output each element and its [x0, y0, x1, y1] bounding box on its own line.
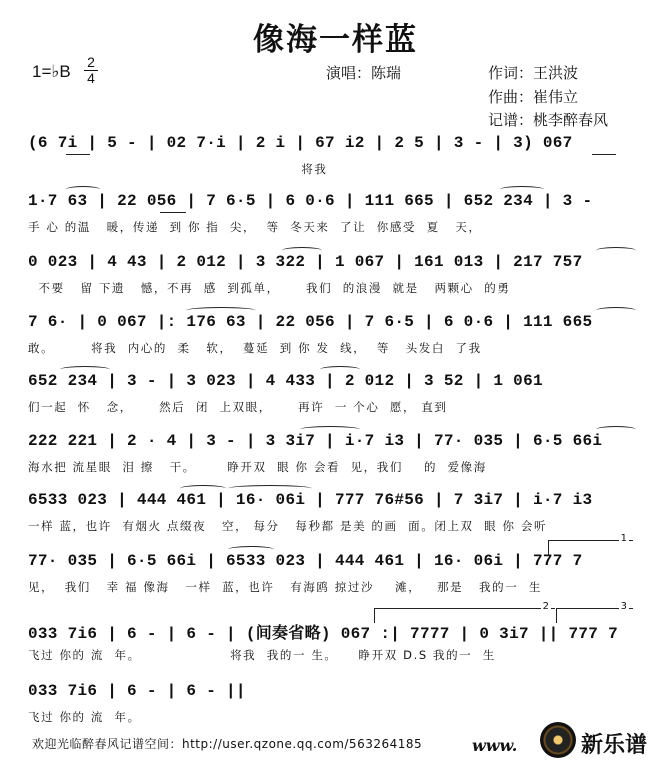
lyrics-line: 敢。 将我 内心的 柔 软， 蔓延 到 你 发 线， 等 头发白 了我 [28, 341, 482, 355]
beam-mark [160, 212, 186, 213]
slur-mark [300, 426, 360, 433]
lyrics-line: 手 心 的温 暖，传递 到 你 指 尖， 等 冬天来 了让 你感受 夏 天， [28, 220, 482, 234]
logo-www-text: www. [472, 736, 518, 755]
notation-line: (6 7i | 5 - | 02 7·i | 2 i | 67 i2 | 2 5 | 3 - | 3) 067 [28, 134, 573, 152]
time-signature [84, 56, 98, 85]
volta-bracket-3 [556, 601, 633, 623]
slur-mark [596, 247, 636, 254]
lyricist-credit: 作词：王洪波 [488, 64, 579, 82]
transcriber-credit: 记谱：桃李醉春风 [488, 111, 609, 129]
notation-line: 6533 023 | 444 461 | 16· 06i | 777 76#56 | 7 3i7 | i·7 i3 [28, 491, 593, 509]
song-title: 像海一样蓝 [253, 22, 418, 58]
slur-mark [66, 186, 100, 193]
slur-mark [228, 485, 312, 492]
lyrics-line: 不要 留 下遗 憾，不再 感 到孤单， 我们 的浪漫 就是 两颗心 的勇 [28, 281, 511, 295]
slur-mark [228, 546, 274, 553]
lyrics-line: 见， 我们 幸 福 像海 一样 蓝，也许 有海鸥 掠过沙 滩， 那是 我的一 生 [28, 580, 542, 594]
key-signature: 1=♭B [32, 62, 71, 81]
footer-url-text: 欢迎光临醉春风记谱空间：http://user.qzone.qq.com/563264185 [32, 737, 423, 751]
slur-mark [596, 307, 636, 314]
lyrics-line: 们一起 怀 念， 然后 闭 上双眼， 再许 一 个心 愿， 直到 [28, 400, 448, 414]
notation-line: 7 6· | 0 067 |: 176 63 | 22 056 | 7 6·5 | 6 0·6 | 111 665 [28, 313, 593, 331]
slur-mark [596, 426, 636, 433]
volta-bracket-1 [548, 533, 633, 555]
site-logo: 新乐谱 [581, 733, 648, 758]
volta-number: 3 [620, 601, 627, 612]
meter-bottom: 4 [87, 70, 95, 86]
singer-credit: 演唱：陈瑞 [326, 64, 402, 82]
composer-credit: 作曲：崔伟立 [488, 88, 579, 106]
slur-mark [500, 186, 544, 193]
notation-line: 77· 035 | 6·5 66i | 6533 023 | 444 461 | 16· 06i | 777 7 [28, 552, 583, 570]
notation-line: 033 7i6 | 6 - | 6 - || [28, 682, 246, 700]
lyrics-line: 海水把 流星眼 泪 擦 干。 睁开双 眼 你 会看 见，我们 的 爱像海 [28, 460, 487, 474]
notation-line: 033 7i6 | 6 - | 6 - | (间奏省略) 067 :| 7777 | 0 3i7 || 777 7 [28, 625, 618, 643]
lyrics-line: 飞过 你的 流 年。 [28, 710, 141, 724]
slur-mark [320, 366, 360, 373]
lyrics-line: 一样 蓝，也许 有烟火 点缀夜 空， 每分 每秒都 是美 的画 面。闭上双 眼 你 会听 [28, 519, 548, 533]
beam-mark [66, 154, 90, 155]
slur-mark [186, 307, 256, 314]
notation-line: 0 023 | 4 43 | 2 012 | 3 322 | 1 067 | 161 013 | 217 757 [28, 253, 583, 271]
slur-mark [282, 247, 322, 254]
volta-number: 1 [620, 533, 627, 544]
notation-line: 1·7 63 | 22 056 | 7 6·5 | 6 0·6 | 111 665 | 652 234 | 3 - [28, 192, 593, 210]
volta-number: 2 [542, 601, 549, 612]
lyrics-line: 飞过 你的 流 年。 将我 我的一 生。 睁开双 D.S 我的一 生 [28, 648, 496, 662]
volta-bracket-2 [374, 601, 555, 623]
notation-line: 222 221 | 2 · 4 | 3 - | 3 3i7 | i·7 i3 | 77· 035 | 6·5 66i [28, 432, 603, 450]
notation-line: 652 234 | 3 - | 3 023 | 4 433 | 2 012 | 3 52 | 1 061 [28, 372, 543, 390]
slur-mark [60, 366, 110, 373]
record-disc-icon [540, 722, 576, 758]
meter-top: 2 [87, 54, 95, 70]
lyrics-line: 将我 [28, 162, 328, 176]
slur-mark [180, 485, 226, 492]
beam-mark [592, 154, 616, 155]
